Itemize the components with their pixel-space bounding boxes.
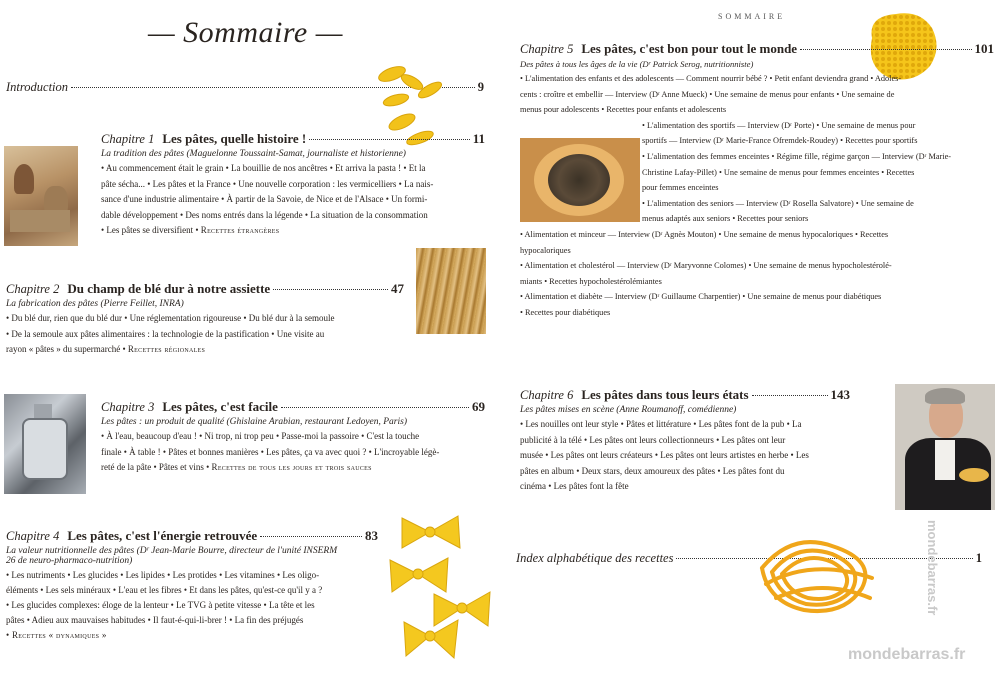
chapter-1-heading[interactable] <box>101 131 485 147</box>
wheat-field-image <box>416 248 486 334</box>
chapter-page: 69 <box>472 399 485 414</box>
chapter-subtitle: Les pâtes : un produit de qualité (Ghislaine Arabian, restaurant Ledoyen, Paris) <box>101 417 408 427</box>
leader-dots <box>260 536 362 537</box>
farfalle-pasta-image <box>382 508 494 664</box>
chapter-number: Chapitre 5 <box>520 42 574 56</box>
contents-line: cinéma • Les pâtes font la fête <box>520 481 629 491</box>
chapter-6 <box>520 387 850 495</box>
contents-line: pâtes en album • Deux stars, deux amoureux des pâtes • Les pâtes font du <box>520 465 785 476</box>
chapter-contents <box>520 417 850 495</box>
chapter-number: Chapitre 2 <box>6 282 60 296</box>
contents-line: dable développement • Des noms entrés dans la légende • La situation de la consommation <box>101 209 428 220</box>
chapter-contents <box>6 568 378 643</box>
chapter-contents <box>101 161 485 239</box>
introduction-label: Introduction <box>6 80 69 94</box>
contents-line: • L'alimentation des sportifs — Interview (Dʳ Porte) • Une semaine de menus pour <box>642 120 916 130</box>
chapter-4 <box>6 528 378 643</box>
contents-line: • Recettes pour diabétiques <box>520 307 611 317</box>
chapter-subtitle: La fabrication des pâtes (Pierre Feillet, INRA) <box>6 299 184 309</box>
contents-line: sportifs — Interview (Dʳ Marie-France Ofremdek-Roudey) • Recettes pour sportifs <box>642 136 918 146</box>
contents-text: • Les pâtes se diversifient • <box>101 225 201 235</box>
chapter-title: Les pâtes, quelle histoire ! <box>162 131 307 146</box>
contents-line: musée • Les pâtes ont leurs créateurs • Les pâtes ont leurs artistes en herbe • Les <box>520 450 809 460</box>
chapter-title: Les pâtes, c'est bon pour tout le monde <box>581 41 798 56</box>
contents-text: rayon « pâtes » du supermarché • <box>6 344 128 354</box>
chapter-number: Chapitre 4 <box>6 529 60 543</box>
contents-line: publicité à la télé • Les pâtes ont leurs collectionneurs • Les pâtes ont leur <box>520 434 786 445</box>
man-in-tuxedo-photo <box>895 384 995 510</box>
tagliatelle-nest-image <box>752 528 884 620</box>
chapter-page: 47 <box>391 281 404 296</box>
running-header: SOMMAIRE <box>718 12 786 21</box>
chapter-page: 143 <box>830 387 850 402</box>
contents-line: • Les glucides complexes: éloge de la lenteur • Le TVG à petite vitesse • La tête et les <box>6 600 315 610</box>
chapter-subtitle: La valeur nutritionnelle des pâtes (Dʳ Jean-Marie Bourre, directeur de l'unité INSERM <box>6 546 338 556</box>
chapter-2-heading[interactable] <box>6 281 404 297</box>
chapter-subtitle: Des pâtes à tous les âges de la vie (Dʳ Patrick Serog, nutritionniste) <box>520 59 754 69</box>
chapter-3-heading[interactable] <box>101 399 485 415</box>
contents-line <box>101 223 485 239</box>
contents-line: éléments • Les sels minéraux • L'eau et les fibres • Et dans les pâtes, qu'est-ce qu'il y a ? <box>6 585 323 595</box>
chapter-3 <box>101 399 485 476</box>
pasta-dish-image <box>520 138 640 222</box>
chapter-title: Les pâtes, c'est l'énergie retrouvée <box>67 528 258 543</box>
leader-dots <box>281 407 469 408</box>
chapter-4-heading[interactable] <box>6 528 378 544</box>
introduction-page: 9 <box>477 80 484 94</box>
contents-line: • Les nouilles ont leur style • Pâtes et littérature • Les pâtes font de la pub • La <box>520 419 802 429</box>
recipes-link[interactable]: Recettes de tous les jours et trois sauces <box>211 462 372 472</box>
contents-line: finale • À table ! • Pâtes et bonnes manières • Les pâtes, ça va avec quoi ? • L'incroyable légè- <box>101 446 440 457</box>
contents-line: • L'alimentation des seniors — Interview (Dʳ Rosella Salvatore) • Une semaine de <box>642 198 914 208</box>
leader-dots <box>273 289 388 290</box>
page-title: — Sommaire — <box>148 16 343 49</box>
chapter-number: Chapitre 1 <box>101 132 155 146</box>
recipes-link[interactable]: Recettes régionales <box>127 344 206 354</box>
chapter-page: 11 <box>472 131 485 146</box>
contents-line: • Alimentation et minceur — Interview (Dʳ Agnès Mouton) • Une semaine de menus hypocaloriques • Recettes <box>520 229 889 239</box>
contents-line: miants • Recettes hypocholestérolémiantes <box>520 276 662 286</box>
leader-dots <box>800 49 971 50</box>
contents-line: pour femmes enceintes <box>642 183 719 193</box>
contents-line: • L'alimentation des enfants et des adolescents — Comment nourrir bébé ? • Petit enfant deviendra grand • Adoles- <box>520 74 902 83</box>
chapter-subtitle: La tradition des pâtes (Maguelonne Toussaint-Samat, journaliste et historienne) <box>101 149 406 159</box>
chapter-title: Les pâtes dans tous leurs états <box>581 387 749 402</box>
leader-dots <box>309 139 470 140</box>
chapter-page: 83 <box>365 528 378 543</box>
contents-line: • L'alimentation des femmes enceintes • Régime fille, régime garçon — Interview (Dʳ Marie- <box>642 151 952 161</box>
chapter-contents <box>101 429 485 476</box>
contents-line: • Du blé dur, rien que du blé dur • Une réglementation rigoureuse • Du blé dur à la semoule <box>6 313 335 323</box>
chapter-2 <box>6 281 404 358</box>
chapter-page: 101 <box>974 41 994 56</box>
chapter-title: Du champ de blé dur à notre assiette <box>67 281 271 296</box>
chapter-subtitle: 26 de neuro-pharmaco-nutrition) <box>6 556 133 566</box>
contents-line <box>101 460 485 476</box>
chapter-contents <box>6 311 404 358</box>
contents-line: • Alimentation et diabète — Interview (Dʳ Guillaume Charpentier) • Une semaine de menus pour diabétiques <box>520 292 882 302</box>
contents-line: menus adaptés aux seniors • Recettes pour seniors <box>642 214 809 224</box>
contents-line: • Au commencement était le grain • La bouillie de nos ancêtres • Et arriva la pasta ! • Et la <box>101 163 426 173</box>
index-label: Index alphabétique des recettes <box>516 551 674 565</box>
recipes-link[interactable]: Recettes étrangères <box>200 225 280 235</box>
contents-line: hypocaloriques <box>520 245 571 255</box>
contents-line: • À l'eau, beaucoup d'eau ! • Ni trop, ni trop peu • Passe-moi la passoire • C'est la touche <box>101 431 420 441</box>
contents-line: cents : croître et embellir — Interview (Dʳ Anne Mueck) • Une semaine de menus pour enfants • Une semaine de <box>520 89 895 99</box>
contents-text: reté de la pâte • Pâtes et vins • <box>101 462 212 472</box>
watermark-vertical: mondebarras.fr <box>925 520 940 616</box>
chapter-5-heading[interactable] <box>520 41 994 57</box>
contents-line: menus pour adolescents • Recettes pour enfants et adolescents <box>520 105 727 115</box>
chapter-number: Chapitre 3 <box>101 400 155 414</box>
chapter-subtitle: Les pâtes mises en scène (Anne Roumanoff, comédienne) <box>520 405 737 415</box>
contents-line: • Les nutriments • Les glucides • Les lipides • Les protides • Les vitamines • Les oligo- <box>6 570 320 580</box>
kitchen-utensils-image <box>4 394 86 494</box>
watermark: mondebarras.fr <box>848 646 966 663</box>
contents-line: pâtes • Adieu aux mauvaises habitudes • Il faut-é-qui-li-brer ! • La fin des préjugés <box>6 615 304 625</box>
contents-line: pâte sécha... • Les pâtes et la France • Une nouvelle corporation : les vermicelliers • La nais- <box>101 178 434 189</box>
contents-line <box>6 342 404 358</box>
index-page: 1 <box>975 551 982 565</box>
recipes-link[interactable]: • Recettes « dynamiques » <box>6 630 107 640</box>
contents-line: • Alimentation et cholestérol — Interview (Dʳ Maryvonne Colomes) • Une semaine de menus hypocholestérolé- <box>520 261 892 271</box>
historical-painting-image <box>4 146 78 246</box>
contents-line: • De la semoule aux pâtes alimentaires : la technologie de la pastification • Une visite au <box>6 328 325 339</box>
chapter-number: Chapitre 6 <box>520 388 574 402</box>
chapter-6-heading[interactable] <box>520 387 850 403</box>
leader-dots <box>752 395 828 396</box>
contents-line: sance d'une industrie alimentaire • À partir de la Savoie, de Nice et de l'Alsace • Un formi- <box>101 194 428 204</box>
contents-line: Christine Lafay-Pillet) • Une semaine de menus pour femmes enceintes • Recettes <box>642 167 915 177</box>
chapter-1 <box>101 131 485 239</box>
toc-index[interactable] <box>516 551 982 566</box>
chapter-title: Les pâtes, c'est facile <box>162 399 278 414</box>
